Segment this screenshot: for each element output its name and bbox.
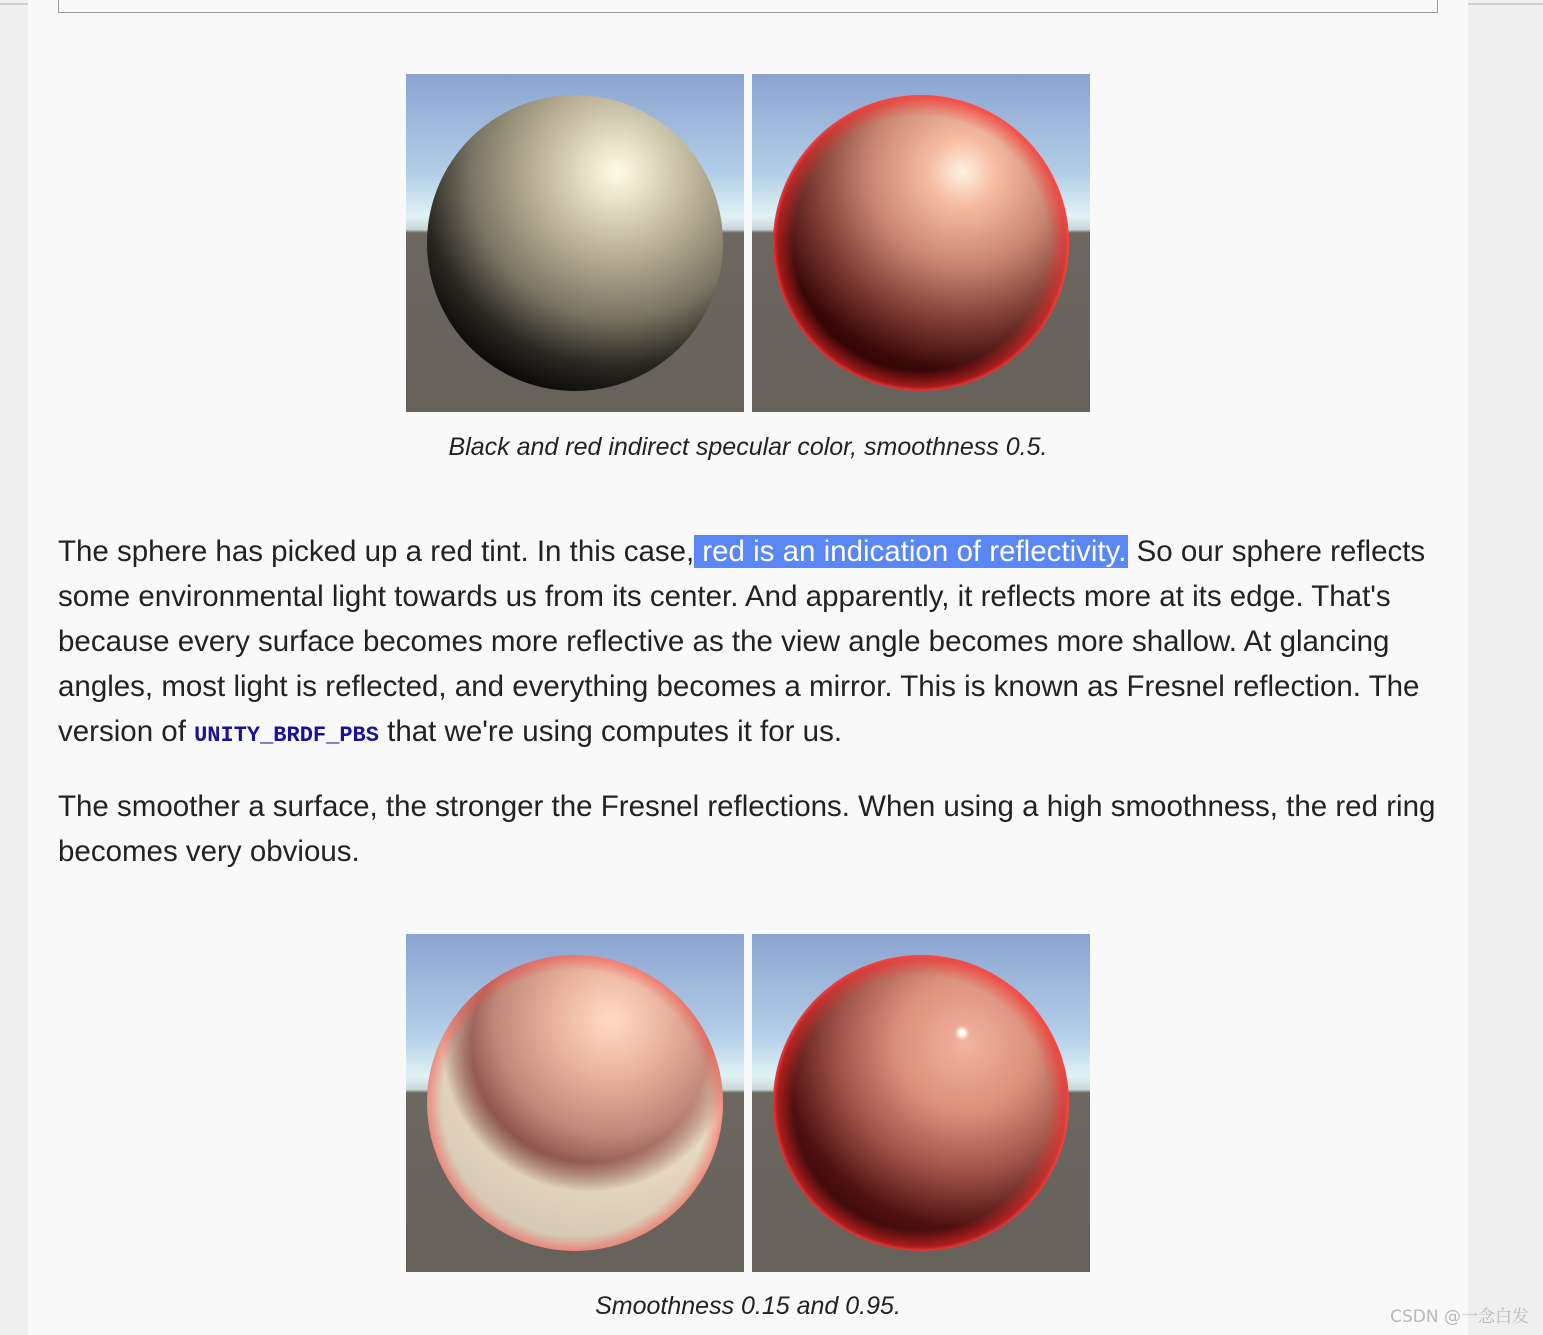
paragraph-fresnel-intro — [58, 529, 1448, 758]
paragraph-text: The sphere has picked up a red tint. In this case, — [58, 535, 695, 568]
white-sphere-black-specular-image — [406, 74, 744, 412]
figure-caption: Black and red indirect specular color, smoothness 0.5. — [448, 433, 1048, 461]
paragraph-text: that we're using computes it for us. — [378, 715, 843, 748]
red-sphere-smoothness-0-95-image — [752, 934, 1090, 1272]
figure-caption: Smoothness 0.15 and 0.95. — [595, 1292, 901, 1320]
figure-smoothness-0-5 — [28, 74, 1468, 462]
previous-block-frame — [58, 0, 1438, 13]
selected-text-highlight[interactable]: red is an indication of reflectivity. — [694, 535, 1128, 568]
inline-code: UNITY_BRDF_PBS — [194, 723, 379, 748]
paragraph-text: So our sphere reflects some environmental light towards us from its center. And apparently, it reflects more at its edge. That's because every surface becomes more reflective as the view angle becomes more shallow. At glancing angles, most light is reflected, and everything becomes a mirror. This is known as Fresnel reflection. The version of — [58, 535, 1426, 748]
figure-image-row — [28, 74, 1468, 412]
paragraph-smoothness: The smoother a surface, the stronger the Fresnel reflections. When using a high smoothness, the red ring becomes very obvious. — [58, 790, 1436, 868]
red-sphere-red-specular-image — [752, 74, 1090, 412]
red-sphere-smoothness-0-15-image — [406, 934, 744, 1272]
figure-image-row — [28, 934, 1468, 1272]
watermark: CSDN @一念白发 — [1390, 1307, 1529, 1327]
article-page — [28, 0, 1468, 1335]
figure-smoothness-comparison — [28, 934, 1468, 1321]
